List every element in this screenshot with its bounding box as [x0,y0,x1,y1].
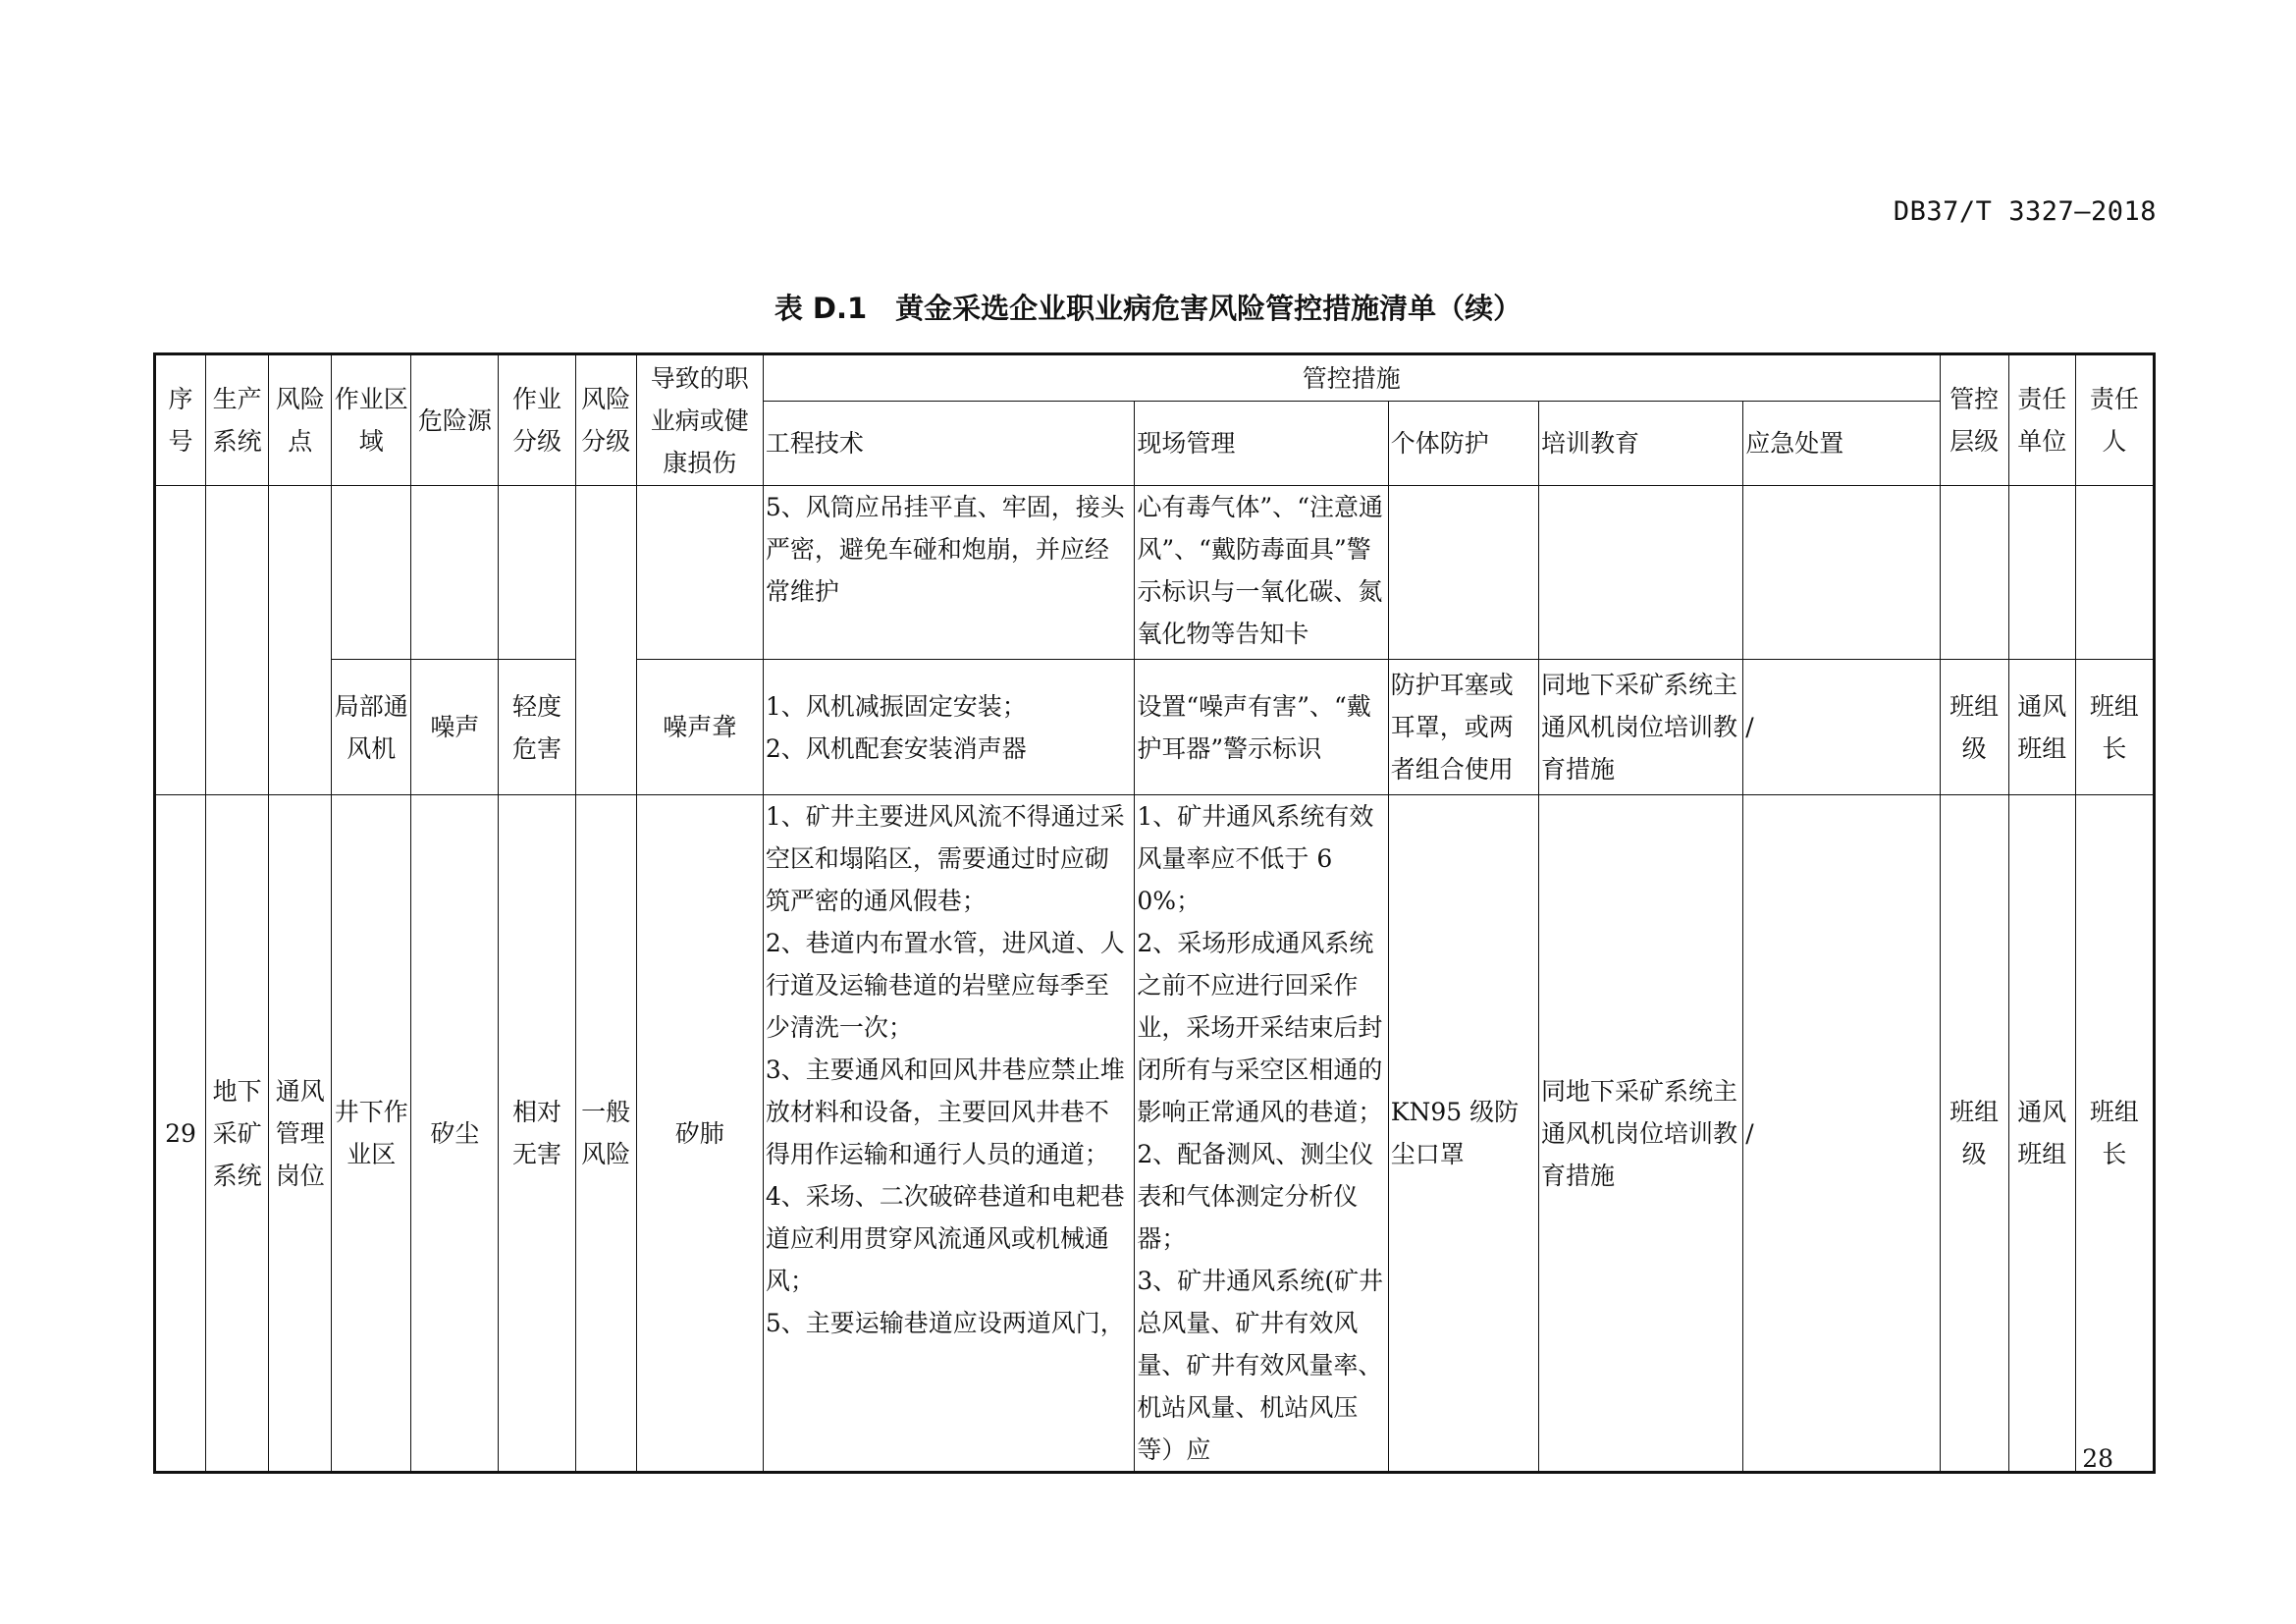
header-measures: 管控措施 [763,354,1940,402]
header-area: 作业区 域 [332,354,411,486]
cell-ppe: 防护耳塞或耳罩，或两者组合使用 [1388,660,1538,795]
cell-person-empty [2075,486,2154,660]
cell-unit: 通风 班组 [2008,660,2075,795]
table-row [155,660,2155,795]
header-ppe: 个体防护 [1388,402,1538,486]
cell-system-empty [206,486,269,795]
cell-area: 井下作 业区 [332,795,411,1473]
cell-hazard-empty [411,486,499,660]
header-system: 生产 系统 [206,354,269,486]
cell-level: 班组 级 [1940,795,2008,1473]
cell-person: 班组长 [2075,660,2154,795]
header-person: 责任人 [2075,354,2154,486]
cell-work-class: 相对 无害 [499,795,575,1473]
cell-risk-point-empty [269,486,332,795]
cell-risk-class-empty [575,486,636,795]
header-emergency: 应急处置 [1743,402,1940,486]
cell-disease: 噪声聋 [636,660,763,795]
header-level: 管控 层级 [1940,354,2008,486]
header-row-top [155,354,2155,402]
cell-system: 地下 采矿 系统 [206,795,269,1473]
cell-ppe: KN95 级防尘口罩 [1388,795,1538,1473]
cell-training [1539,486,1743,660]
table-row [155,486,2155,660]
cell-emergency [1743,486,1940,660]
header-disease: 导致的职 业病或健 康损伤 [636,354,763,486]
cell-area: 局部通 风机 [332,660,411,795]
cell-ppe [1388,486,1538,660]
cell-risk-class: 一般 风险 [575,795,636,1473]
header-hazard: 危险源 [411,354,499,486]
cell-training: 同地下采矿系统主通风机岗位培训教育措施 [1539,660,1743,795]
cell-emergency: / [1743,660,1940,795]
header-training: 培训教育 [1539,402,1743,486]
cell-onsite: 1、矿井通风系统有效风量率应不低于 60%； 2、采场形成通风系统之前不应进行回采作业，采场开采结束后封闭所有与采空区相通的影响正常通风的巷道； 2、配备测风、测尘仪表和气体测定分析仪器； 3、矿井通风系统(矿井总风量、矿井有效风量、矿井有效风量率、机站风量、机站风压等）应 [1135,795,1388,1473]
document-code: DB37/T 3327—2018 [1893,196,2157,227]
header-engineering: 工程技术 [763,402,1135,486]
table-row [155,795,2155,1473]
cell-hazard: 矽尘 [411,795,499,1473]
cell-seq: 29 [155,795,206,1473]
cell-disease-empty [636,486,763,660]
cell-person: 班组长 [2075,795,2154,1473]
cell-training: 同地下采矿系统主通风机岗位培训教育措施 [1539,795,1743,1473]
header-risk-point: 风险 点 [269,354,332,486]
cell-area-empty [332,486,411,660]
risk-control-table [153,352,2156,1474]
cell-engineering: 1、矿井主要进风风流不得通过采空区和塌陷区，需要通过时应砌筑严密的通风假巷； 2、巷道内布置水管，进风道、人行道及运输巷道的岩壁应每季至少清洗一次； 3、主要通风和回风井巷应禁止堆放材料和设备，主要回风井巷不得用作运输和通行人员的通道； 4、采场、二次破碎巷道和电耙巷道应利用贯穿风流通风或机械通风； 5、主要运输巷道应设两道风门， [763,795,1135,1473]
cell-engineering: 5、风筒应吊挂平直、牢固，接头严密，避免车碰和炮崩，并应经常维护 [763,486,1135,660]
cell-emergency: / [1743,795,1940,1473]
cell-onsite: 设置“噪声有害”、“戴护耳器”警示标识 [1135,660,1388,795]
header-onsite: 现场管理 [1135,402,1388,486]
cell-hazard: 噪声 [411,660,499,795]
cell-engineering: 1、风机减振固定安装； 2、风机配套安装消声器 [763,660,1135,795]
cell-seq-empty [155,486,206,795]
cell-onsite: 心有毒气体”、“注意通风”、“戴防毒面具”警示标识与一氧化碳、氮氧化物等告知卡 [1135,486,1388,660]
cell-unit-empty [2008,486,2075,660]
cell-level: 班组 级 [1940,660,2008,795]
cell-work-class: 轻度 危害 [499,660,575,795]
cell-work-class-empty [499,486,575,660]
cell-disease: 矽肺 [636,795,763,1473]
cell-risk-point: 通风 管理 岗位 [269,795,332,1473]
header-work-class: 作业 分级 [499,354,575,486]
cell-unit: 通风 班组 [2008,795,2075,1473]
page-number: 28 [2082,1444,2113,1473]
table-title: 表 D.1 黄金采选企业职业病危害风险管控措施清单（续） [774,292,1522,325]
header-unit: 责任 单位 [2008,354,2075,486]
cell-level-empty [1940,486,2008,660]
header-seq: 序 号 [155,354,206,486]
header-risk-class: 风险 分级 [575,354,636,486]
